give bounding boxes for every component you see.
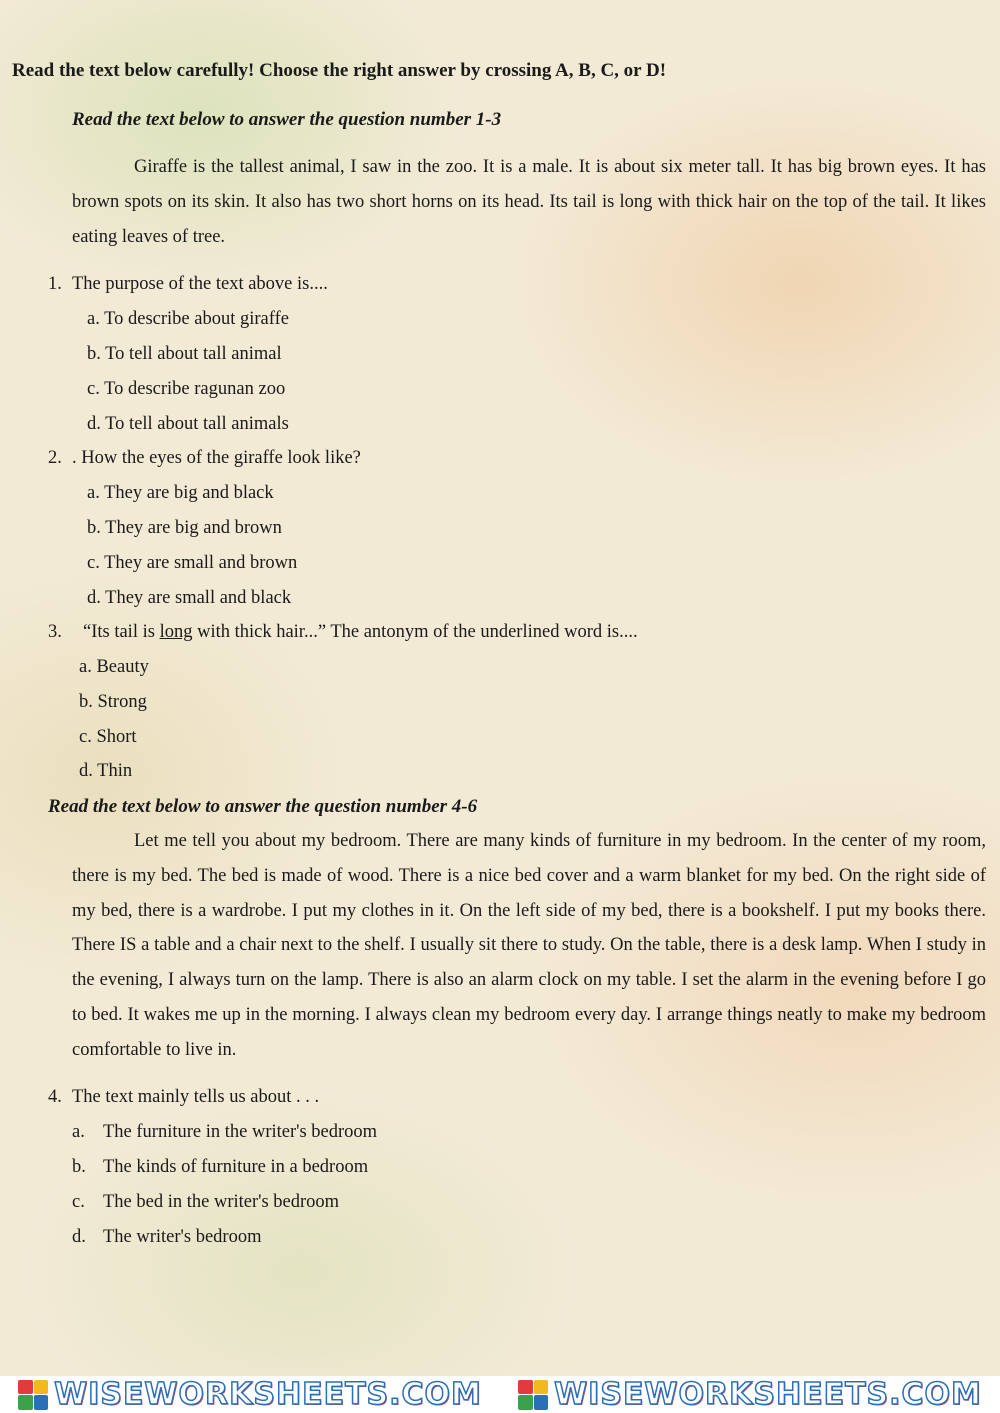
q2-option-d[interactable]: d. They are small and black bbox=[87, 588, 292, 608]
question-text: . How the eyes of the giraffe look like? bbox=[72, 448, 361, 468]
question-4 bbox=[48, 1087, 319, 1108]
q3-option-a[interactable]: a. Beauty bbox=[79, 657, 149, 677]
question-text: The text mainly tells us about . . . bbox=[72, 1087, 320, 1107]
option-text: The furniture in the writer's bedroom bbox=[103, 1122, 378, 1142]
question-3 bbox=[48, 622, 638, 643]
option-letter: c. bbox=[72, 1192, 85, 1212]
logo-grid-icon bbox=[518, 1380, 548, 1410]
question-text: The purpose of the text above is.... bbox=[72, 274, 328, 294]
q1-option-a[interactable]: a. To describe about giraffe bbox=[87, 309, 289, 329]
q1-option-c[interactable]: c. To describe ragunan zoo bbox=[87, 379, 286, 399]
question-number: 3. bbox=[48, 622, 62, 642]
question-2 bbox=[48, 448, 361, 469]
section2-heading: Read the text below to answer the question number 4-6 bbox=[48, 796, 478, 817]
instruction-text: Read the text below carefully! Choose the right answer by crossing A, B, C, or D! bbox=[12, 60, 667, 81]
logo-grid-icon bbox=[18, 1380, 48, 1410]
q2-option-b[interactable]: b. They are big and brown bbox=[87, 518, 282, 538]
q4-option-a[interactable] bbox=[72, 1122, 377, 1143]
brand-text: WISEWORKSHEETS.COM bbox=[554, 1377, 982, 1412]
q4-option-c[interactable] bbox=[72, 1192, 339, 1213]
giraffe-passage-text: Giraffe is the tallest animal, I saw in the zoo. It is a male. It is about six meter tall. It has big brown eyes. It has brown spots on its skin. It also has two short horns on its head. Its tail is long with thick hair on the top of the tail. It likes eating leaves of tree. bbox=[72, 157, 986, 247]
q4-option-b[interactable] bbox=[72, 1157, 368, 1178]
question-number: 2. bbox=[48, 448, 62, 468]
section1-heading: Read the text below to answer the question number 1-3 bbox=[72, 109, 502, 130]
q2-option-c[interactable]: c. They are small and brown bbox=[87, 553, 298, 573]
question-text-after: with thick hair...” The antonym of the underlined word is.... bbox=[192, 622, 638, 642]
q1-option-b[interactable]: b. To tell about tall animal bbox=[87, 344, 282, 364]
q2-option-a[interactable]: a. They are big and black bbox=[87, 483, 274, 503]
q3-option-c[interactable]: c. Short bbox=[79, 727, 137, 747]
bedroom-passage-text: Let me tell you about my bedroom. There are many kinds of furniture in my bedroom. In the center of my room, there is my bed. The bed is made of wood. There is a nice bed cover and a warm blanket for my bed. On the right side of my bed, there is a wardrobe. I put my clothes in it. On the left side of my bed, there is a bookshelf. I put my books there. There IS a table and a chair next to the shelf. I usually sit there to study. On the table, there is a desk lamp. When I study in the evening, I always turn on the lamp. There is also an alarm clock on my table. I set the alarm in the evening before I go to bed. It wakes me up in the morning. I always clean my bedroom every day. I arrange things neatly to make my bedroom comfortable to live in. bbox=[72, 831, 986, 1060]
option-letter: a. bbox=[72, 1122, 85, 1142]
option-letter: b. bbox=[72, 1157, 86, 1177]
question-number: 4. bbox=[48, 1087, 62, 1107]
question-number: 1. bbox=[48, 274, 62, 294]
q3-option-b[interactable]: b. Strong bbox=[79, 692, 147, 712]
option-letter: d. bbox=[72, 1227, 86, 1247]
question-text-before: “Its tail is bbox=[83, 622, 160, 642]
bedroom-passage bbox=[72, 824, 986, 1068]
option-text: The bed in the writer's bedroom bbox=[103, 1192, 340, 1212]
footer-watermark bbox=[0, 1376, 1000, 1413]
option-text: The writer's bedroom bbox=[103, 1227, 262, 1247]
q4-option-d[interactable] bbox=[72, 1227, 261, 1248]
underlined-word: long bbox=[159, 622, 193, 642]
q1-option-d[interactable]: d. To tell about tall animals bbox=[87, 414, 289, 434]
brand-logo bbox=[18, 1377, 482, 1412]
q3-option-d[interactable]: d. Thin bbox=[79, 761, 133, 781]
brand-logo bbox=[518, 1377, 982, 1412]
question-1 bbox=[48, 274, 328, 295]
giraffe-passage bbox=[72, 150, 986, 254]
option-text: The kinds of furniture in a bedroom bbox=[103, 1157, 369, 1177]
brand-text: WISEWORKSHEETS.COM bbox=[54, 1377, 482, 1412]
